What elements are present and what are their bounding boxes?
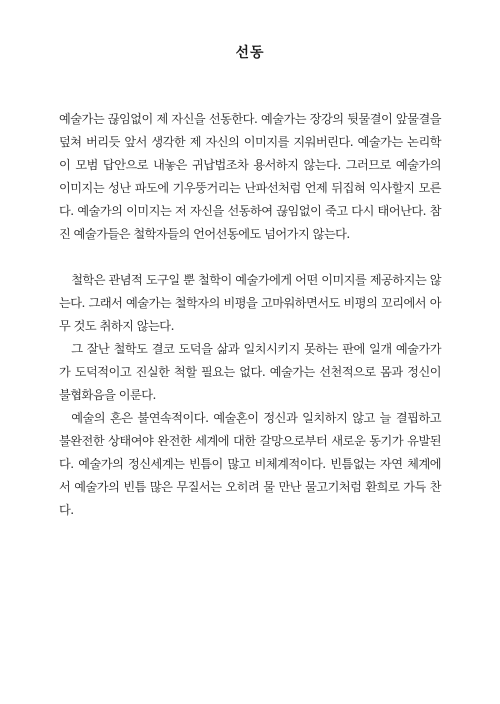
page-title: 선동 — [235, 45, 265, 61]
body-text — [59, 108, 441, 522]
paragraph-3: 그 잘난 철학도 결코 도덕을 삶과 일치시키지 못하는 판에 일개 예술가가가 도덕적이고 진실한 척할 필요는 없다. 예술가는 선천적으로 몸과 정신이 불협화음을 이룬다. — [59, 342, 441, 402]
paragraph-4: 예술의 혼은 불연속적이다. 예술혼이 정신과 일치하지 않고 늘 결핍하고 불완전한 상태여야 완전한 세계에 대한 갈망으로부터 새로운 동기가 유발된다. 예술가의 정신세계는 빈틈이 많고 비체계적이다. 빈틈없는 자연 체계에서 예술가의 빈틈 많은 무질서는 오히려 물 만난 물고기처럼 환희로 가득 찬다. — [59, 411, 441, 517]
paragraph-1: 예술가는 끊임없이 제 자신을 선동한다. 예술가는 장강의 뒷물결이 앞물결을 덮쳐 버리듯 앞서 생각한 제 자신의 이미지를 지워버린다. 예술가는 논리학이 모범 답안으로 내놓은 귀납법조차 용서하지 않는다. 그러므로 예술가의 이미지는 성난 파도에 기우뚱거리는 난파선처럼 언제 뒤집혀 익사할지 모른다. 예술가의 이미지는 저 자신을 선동하여 끊임없이 죽고 다시 태어난다. 참진 예술가들은 철학자들의 언어선동에도 넘어가지 않는다. — [59, 112, 441, 241]
paragraph-2: 철학은 관념적 도구일 뿐 철학이 예술가에게 어떤 이미지를 제공하지는 않는다. 그래서 예술가는 철학자의 비평을 고마워하면서도 비평의 꼬리에서 아무 것도 취하지 않는다. — [59, 273, 441, 333]
